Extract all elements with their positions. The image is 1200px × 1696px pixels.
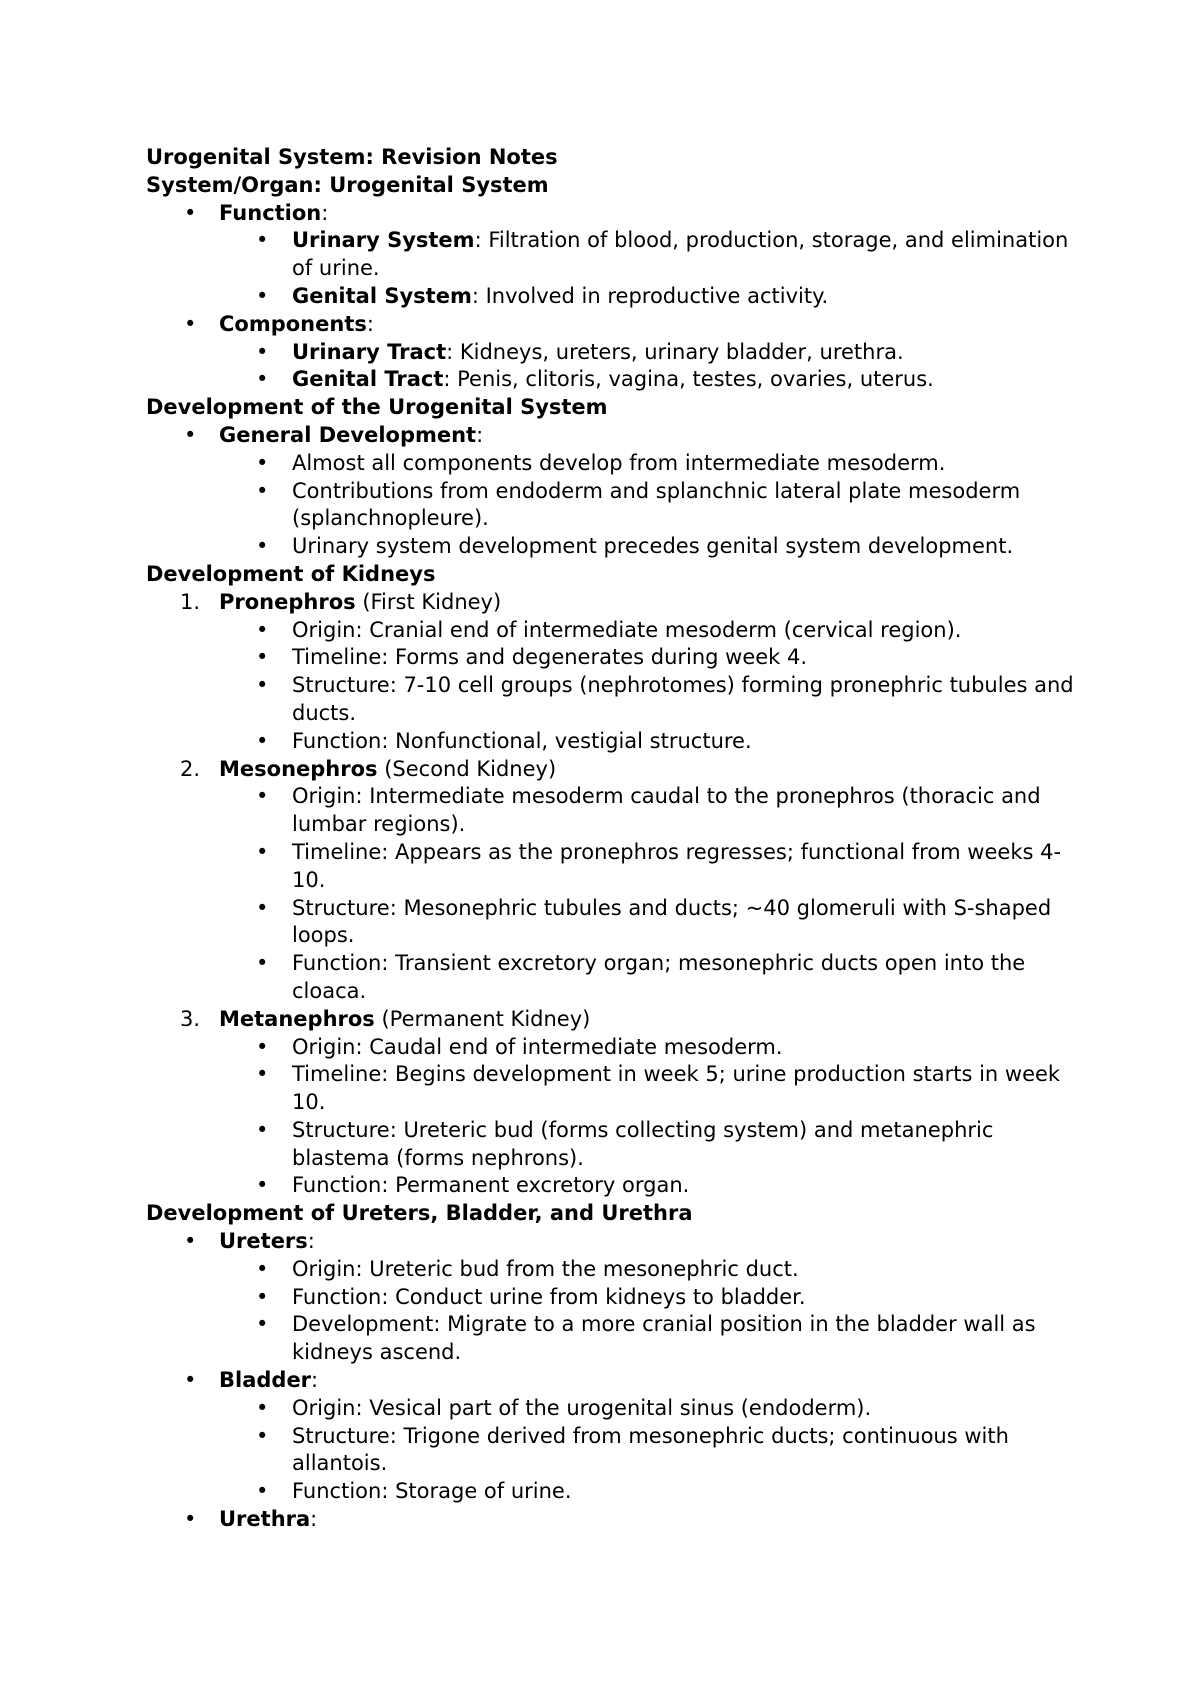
list-item-text: Function: Nonfunctional, vestigial structure. (292, 728, 752, 753)
bullet-icon: • (256, 784, 269, 809)
list-item-text: Structure: Trigone derived from mesonephric ducts; continuous with allantois. (292, 1423, 1009, 1476)
document-title: Urogenital System: Revision Notes (146, 145, 558, 169)
list-item-text: Function: Conduct urine from kidneys to bladder. (292, 1284, 806, 1309)
section-heading-development: Development of the Urogenital System (146, 395, 608, 420)
bullet-icon: • (256, 1062, 269, 1087)
bladder-label: Bladder (219, 1368, 312, 1393)
bullet-icon: • (256, 228, 269, 253)
bullet-icon: • (256, 1117, 269, 1142)
list-item (146, 450, 1076, 478)
list-item-text: Timeline: Appears as the pronephros regresses; functional from weeks 4-10. (292, 839, 1062, 892)
list-item-text: Contributions from endoderm and splanchnic lateral plate mesoderm (splanchnopleure). (292, 478, 1021, 531)
kidney-stage-note: (Permanent Kidney) (374, 1006, 591, 1031)
bullet-icon: • (256, 1423, 269, 1448)
bullet-icon: • (184, 1368, 197, 1393)
list-item (146, 1117, 1076, 1173)
bullet-icon: • (256, 1312, 269, 1337)
list-item-text: Origin: Cranial end of intermediate mesoderm (cervical region). (292, 617, 962, 642)
bullet-icon: • (184, 422, 197, 447)
bullet-icon: • (184, 200, 197, 225)
bullet-icon: • (256, 1395, 269, 1420)
list-item-text: Development: Migrate to a more cranial position in the bladder wall as kidneys ascend. (292, 1312, 1036, 1365)
list-item-text: Origin: Vesical part of the urogenital sinus (endoderm). (292, 1395, 872, 1420)
list-item (146, 1284, 1076, 1312)
list-item-text: Function: Transient excretory organ; mesonephric ducts open into the cloaca. (292, 951, 1026, 1003)
bullet-icon: • (256, 951, 269, 976)
ureters-bullet: • Ureters: (146, 1228, 1076, 1256)
bullet-icon: • (256, 1173, 269, 1198)
list-item (146, 672, 1076, 728)
list-item (146, 783, 1076, 839)
list-item-text: Origin: Caudal end of intermediate mesoderm. (292, 1034, 783, 1059)
urinary-system-item (146, 227, 1076, 283)
kidney-stage-name: Mesonephros (219, 756, 378, 781)
bullet-icon: • (184, 311, 197, 336)
list-item (146, 1256, 1076, 1284)
bullet-icon: • (256, 450, 269, 475)
genital-tract-item (146, 366, 1076, 394)
urinary-tract-text: : Kidneys, ureters, urinary bladder, urethra. (446, 339, 904, 364)
urinary-system-label: Urinary System (292, 228, 475, 253)
list-item-text: Origin: Intermediate mesoderm caudal to the pronephros (thoracic and lumbar regions). (292, 784, 1041, 837)
kidney-stage-note: (First Kidney) (355, 589, 502, 614)
list-item-text: Structure: Mesonephric tubules and ducts; ~40 glomeruli with S-shaped loops. (292, 895, 1052, 948)
kidney-stage-name: Metanephros (219, 1006, 375, 1031)
list-item (146, 1478, 1076, 1506)
bladder-bullet: • Bladder: (146, 1367, 1076, 1395)
ureters-label: Ureters (219, 1229, 308, 1254)
bullet-icon: • (184, 1507, 197, 1532)
kidney-stage-note: (Second Kidney) (377, 756, 557, 781)
function-label: Function (219, 200, 322, 225)
bullet-icon: • (256, 895, 269, 920)
bullet-icon: • (256, 645, 269, 670)
components-label: Components (219, 311, 367, 336)
list-item-text: Urinary system development precedes genital system development. (292, 534, 1014, 559)
genital-tract-label: Genital Tract (292, 367, 444, 392)
bullet-icon: • (256, 367, 269, 392)
urinary-tract-item (146, 339, 1076, 367)
list-item (146, 1423, 1076, 1479)
list-item (146, 533, 1076, 561)
function-bullet: • Function: (146, 200, 1076, 228)
list-item (146, 617, 1076, 645)
kidney-stage-pronephros (146, 589, 1076, 617)
genital-system-text: : Involved in reproductive activity. (471, 283, 829, 308)
list-number: 3. (180, 1006, 201, 1031)
bullet-icon: • (256, 478, 269, 503)
list-item-text: Timeline: Forms and degenerates during week 4. (292, 645, 808, 670)
list-item (146, 644, 1076, 672)
kidney-stage-metanephros (146, 1006, 1076, 1034)
bullet-icon: • (256, 1479, 269, 1504)
components-bullet: • Components: (146, 311, 1076, 339)
general-development-bullet: • General Development: (146, 422, 1076, 450)
list-item-text: Structure: Ureteric bud (forms collecting system) and metanephric blastema (forms nephrons). (292, 1117, 994, 1170)
list-number: 1. (180, 589, 201, 614)
list-item (146, 1061, 1076, 1117)
list-item (146, 895, 1076, 951)
bullet-icon: • (256, 617, 269, 642)
list-number: 2. (180, 756, 201, 781)
list-item (146, 1395, 1076, 1423)
bullet-icon: • (256, 339, 269, 364)
list-item (146, 1311, 1076, 1367)
bullet-icon: • (256, 1034, 269, 1059)
list-item (146, 950, 1076, 1006)
bullet-icon: • (256, 283, 269, 308)
bullet-icon: • (256, 728, 269, 753)
list-item (146, 1172, 1076, 1200)
genital-system-label: Genital System (292, 283, 472, 308)
bullet-icon: • (256, 1256, 269, 1281)
urinary-system-text: : Filtration of blood, production, storage, and elimination of urine. (292, 228, 1069, 281)
list-item-text: Function: Storage of urine. (292, 1479, 572, 1504)
urinary-tract-label: Urinary Tract (292, 339, 447, 364)
urethra-bullet: • Urethra: (146, 1506, 1076, 1534)
list-item (146, 728, 1076, 756)
general-development-label: General Development (219, 422, 477, 447)
section-heading-ureters-bladder-urethra: Development of Ureters, Bladder, and Urethra (146, 1201, 693, 1226)
bullet-icon: • (256, 1284, 269, 1309)
list-item-text: Origin: Ureteric bud from the mesonephric duct. (292, 1256, 799, 1281)
section-heading-kidneys: Development of Kidneys (146, 561, 436, 586)
list-item-text: Timeline: Begins development in week 5; urine production starts in week 10. (292, 1062, 1061, 1115)
list-item-text: Almost all components develop from intermediate mesoderm. (292, 450, 946, 475)
kidney-stage-name: Pronephros (219, 589, 356, 614)
bullet-icon: • (256, 839, 269, 864)
bullet-icon: • (256, 534, 269, 559)
list-item (146, 478, 1076, 534)
genital-tract-text: : Penis, clitoris, vagina, testes, ovaries, uterus. (443, 367, 934, 392)
list-item (146, 1034, 1076, 1062)
system-heading: System/Organ: Urogenital System (146, 172, 549, 197)
genital-system-item (146, 283, 1076, 311)
list-item-text: Function: Permanent excretory organ. (292, 1173, 690, 1198)
urethra-label: Urethra (219, 1507, 311, 1532)
list-item (146, 839, 1076, 895)
bullet-icon: • (184, 1229, 197, 1254)
list-item-text: Structure: 7-10 cell groups (nephrotomes) forming pronephric tubules and ducts. (292, 673, 1074, 725)
bullet-icon: • (256, 673, 269, 698)
notes-body (146, 144, 1076, 1534)
kidney-stage-mesonephros (146, 756, 1076, 784)
